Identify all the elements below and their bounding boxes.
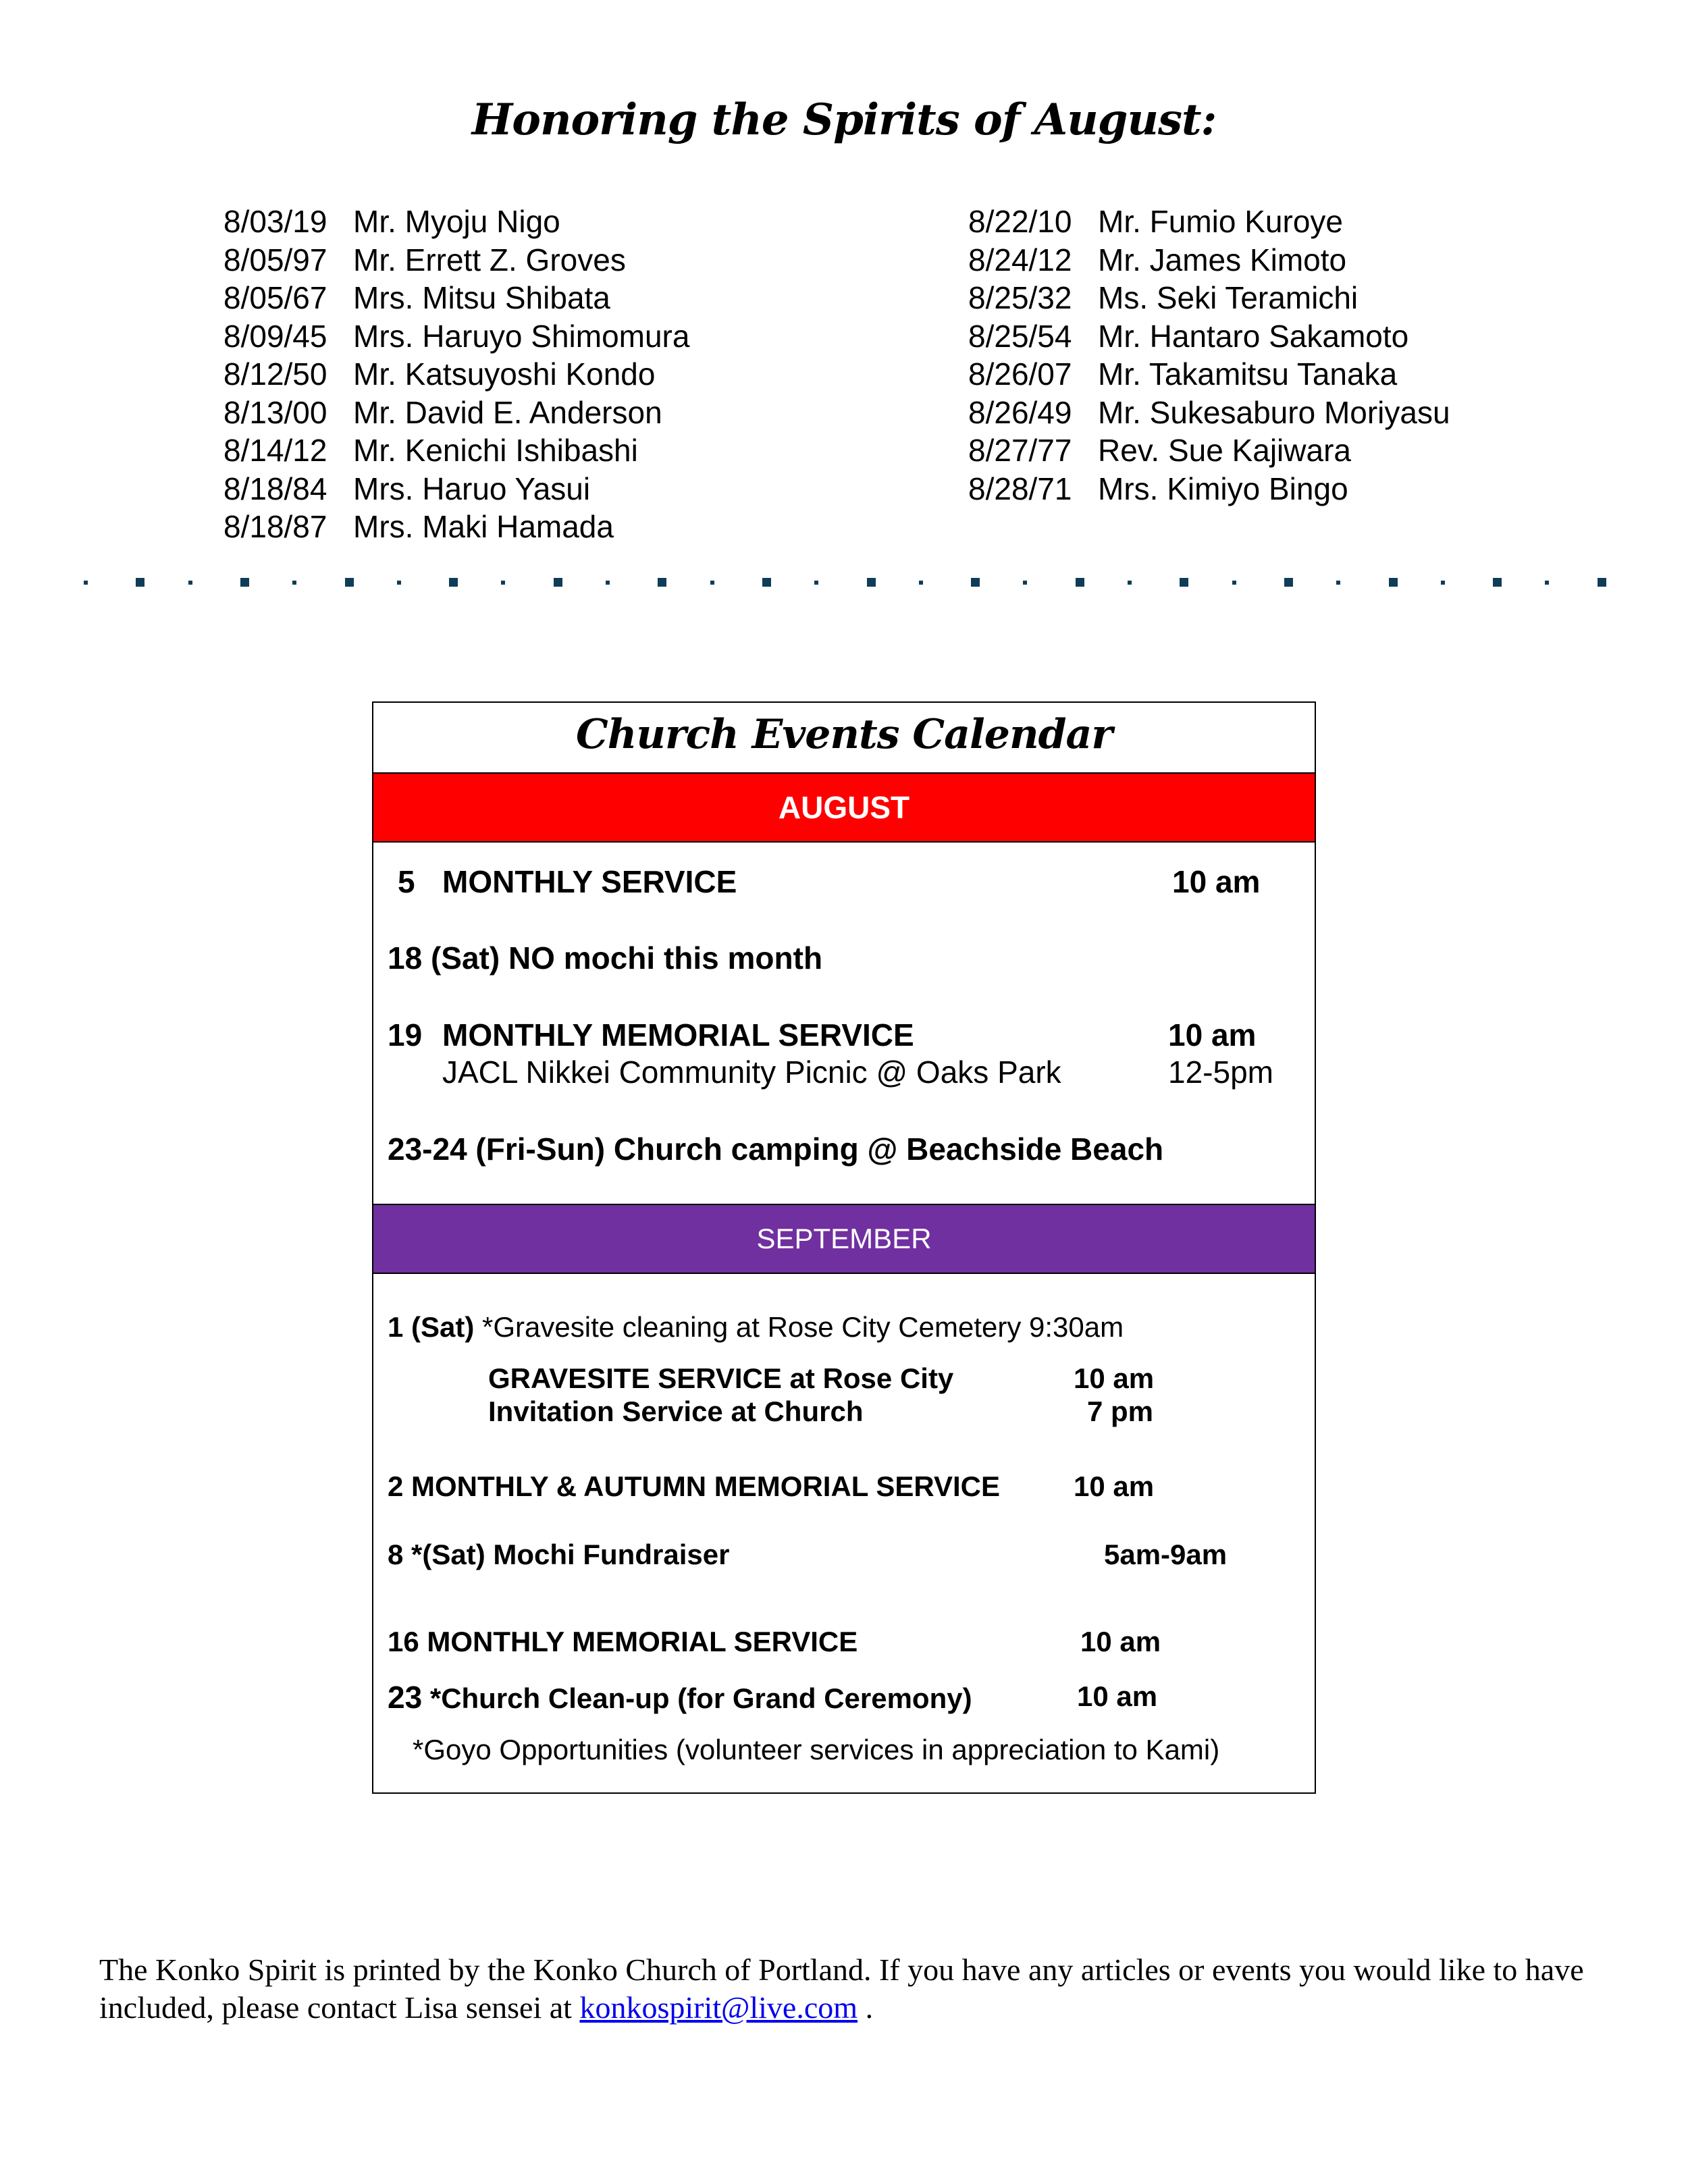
divider-square xyxy=(1389,578,1398,587)
events-calendar xyxy=(372,701,1316,1794)
event-day: 23 xyxy=(388,1680,423,1715)
divider-dot xyxy=(1336,581,1340,585)
divider-square xyxy=(971,578,980,587)
honor-name: Rev. Sue Kajiwara xyxy=(1098,433,1351,468)
honor-name: Mr. Hantaro Sakamoto xyxy=(1098,318,1409,354)
honor-entry xyxy=(223,394,689,432)
honor-date: 8/18/84 xyxy=(223,471,327,506)
honor-date: 8/03/19 xyxy=(223,204,327,239)
divider-dot xyxy=(1232,581,1236,585)
divider-dot xyxy=(919,581,923,585)
divider-square xyxy=(345,578,354,587)
honor-date: 8/24/12 xyxy=(968,242,1072,277)
event-time: 10 am xyxy=(1080,1626,1161,1657)
event-sub-name: JACL Nikkei Community Picnic @ Oaks Park xyxy=(442,1055,1061,1090)
honor-date: 8/18/87 xyxy=(223,509,327,544)
divider-square xyxy=(449,578,458,587)
honor-entry xyxy=(968,203,1450,241)
divider-dot xyxy=(1128,581,1132,585)
honor-date: 8/12/50 xyxy=(223,356,327,392)
honor-date: 8/28/71 xyxy=(968,471,1072,506)
honor-entry xyxy=(223,203,689,241)
footer-end: . xyxy=(858,1990,874,2025)
divider-dot xyxy=(1545,581,1549,585)
divider-square xyxy=(762,578,771,587)
honor-name: Mr. David E. Anderson xyxy=(353,394,662,430)
event-sub-time: 10 am xyxy=(1074,1362,1155,1394)
honor-name: Mrs. Haruyo Shimomura xyxy=(353,318,690,354)
honor-entry xyxy=(223,317,689,356)
honor-name: Mrs. Haruo Yasui xyxy=(353,471,591,506)
divider-dot xyxy=(292,581,296,585)
honor-name: Mr. Takamitsu Tanaka xyxy=(1098,356,1398,392)
divider-square xyxy=(1284,578,1293,587)
divider-dot xyxy=(1441,581,1445,585)
honor-name: Mrs. Kimiyo Bingo xyxy=(1098,471,1348,506)
divider-square xyxy=(658,578,666,587)
event-text: *Gravesite cleaning at Rose City Cemetery 9:30am xyxy=(482,1311,1124,1343)
honor-entry xyxy=(968,431,1450,470)
honor-entry xyxy=(968,241,1450,279)
honor-date: 8/05/67 xyxy=(223,280,327,315)
honor-name: Mr. Errett Z. Groves xyxy=(353,242,626,277)
honoring-list-right xyxy=(968,203,1450,508)
divider-dot xyxy=(397,581,401,585)
honor-date: 8/27/77 xyxy=(968,433,1072,468)
honor-entry xyxy=(968,279,1450,317)
event-time: 10 am xyxy=(1074,1470,1155,1502)
event-line xyxy=(388,1679,972,1715)
event-sub-time: 7 pm xyxy=(1087,1395,1154,1427)
event-time: 10 am xyxy=(1168,1017,1257,1053)
divider-square xyxy=(1180,578,1188,587)
honor-entry xyxy=(223,431,689,470)
event-name: 8 *(Sat) Mochi Fundraiser xyxy=(388,1539,730,1570)
event-name: *Church Clean-up (for Grand Ceremony) xyxy=(429,1682,972,1714)
honor-name: Mrs. Maki Hamada xyxy=(353,509,614,544)
divider-square xyxy=(1076,578,1084,587)
divider-dot xyxy=(188,581,192,585)
event-day: 5 xyxy=(398,864,415,899)
event-line xyxy=(388,1311,1124,1343)
divider-dot xyxy=(710,581,714,585)
event-name: 2 MONTHLY & AUTUMN MEMORIAL SERVICE xyxy=(388,1470,1000,1502)
divider-square xyxy=(240,578,249,587)
honor-name: Mr. James Kimoto xyxy=(1098,242,1347,277)
divider-dot xyxy=(84,581,88,585)
honor-entry xyxy=(968,470,1450,508)
event-line: 18 (Sat) NO mochi this month xyxy=(388,940,823,976)
divider-square xyxy=(1598,578,1606,587)
honor-date: 8/22/10 xyxy=(968,204,1072,239)
honor-name: Mr. Kenichi Ishibashi xyxy=(353,433,638,468)
honoring-title: Honoring the Spirits of August: xyxy=(471,95,1217,145)
honor-date: 8/25/54 xyxy=(968,318,1072,354)
goyo-note: *Goyo Opportunities (volunteer services in appreciation to Kami) xyxy=(413,1734,1220,1765)
honor-name: Mr. Katsuyoshi Kondo xyxy=(353,356,656,392)
footer-note xyxy=(99,1951,1605,2027)
event-day: 1 (Sat) xyxy=(388,1311,475,1343)
honor-name: Mrs. Mitsu Shibata xyxy=(353,280,610,315)
honor-entry xyxy=(223,508,689,546)
divider-square xyxy=(1493,578,1502,587)
event-time: 10 am xyxy=(1077,1680,1158,1712)
honor-name: Mr. Myoju Nigo xyxy=(353,204,560,239)
divider-dot xyxy=(606,581,610,585)
month-header-september: SEPTEMBER xyxy=(373,1204,1315,1274)
calendar-title: Church Events Calendar xyxy=(575,711,1113,758)
honor-name: Mr. Sukesaburo Moriyasu xyxy=(1098,394,1450,430)
divider-dot xyxy=(501,581,505,585)
event-sub-name: Invitation Service at Church xyxy=(488,1395,864,1427)
event-sub-time: 12-5pm xyxy=(1168,1055,1273,1090)
event-time: 10 am xyxy=(1172,864,1261,899)
event-time: 5am-9am xyxy=(1104,1539,1228,1570)
honor-entry xyxy=(223,241,689,279)
honor-entry xyxy=(968,317,1450,356)
honor-entry xyxy=(968,355,1450,394)
honor-date: 8/09/45 xyxy=(223,318,327,354)
honor-entry xyxy=(223,355,689,394)
honor-date: 8/26/07 xyxy=(968,356,1072,392)
honor-date: 8/26/49 xyxy=(968,394,1072,430)
event-name: MONTHLY MEMORIAL SERVICE xyxy=(442,1017,914,1053)
honor-entry xyxy=(223,470,689,508)
divider-square xyxy=(554,578,562,587)
honor-date: 8/25/32 xyxy=(968,280,1072,315)
honoring-list-left xyxy=(223,203,689,546)
divider-dot xyxy=(814,581,818,585)
honor-entry xyxy=(223,279,689,317)
event-line: 23-24 (Fri-Sun) Church camping @ Beachside Beach xyxy=(388,1131,1164,1167)
event-name: 16 MONTHLY MEMORIAL SERVICE xyxy=(388,1626,858,1657)
divider-square xyxy=(867,578,876,587)
divider-dot xyxy=(1023,581,1027,585)
contact-email-link[interactable]: konkospirit@live.com xyxy=(579,1990,858,2025)
honor-entry xyxy=(968,394,1450,432)
honor-date: 8/13/00 xyxy=(223,394,327,430)
footer-text: The Konko Spirit is printed by the Konko Church of Portland. If you have any articles or events you would like to have included, please contact Lisa sensei at xyxy=(99,1952,1584,2025)
honor-date: 8/05/97 xyxy=(223,242,327,277)
honor-name: Mr. Fumio Kuroye xyxy=(1098,204,1343,239)
divider-square xyxy=(136,578,144,587)
event-sub-name: GRAVESITE SERVICE at Rose City xyxy=(488,1362,954,1394)
event-name: MONTHLY SERVICE xyxy=(442,864,737,899)
month-header-august: AUGUST xyxy=(373,772,1315,843)
honor-date: 8/14/12 xyxy=(223,433,327,468)
dotted-divider xyxy=(84,578,1569,587)
event-day: 19 xyxy=(388,1017,423,1053)
honor-name: Ms. Seki Teramichi xyxy=(1098,280,1359,315)
